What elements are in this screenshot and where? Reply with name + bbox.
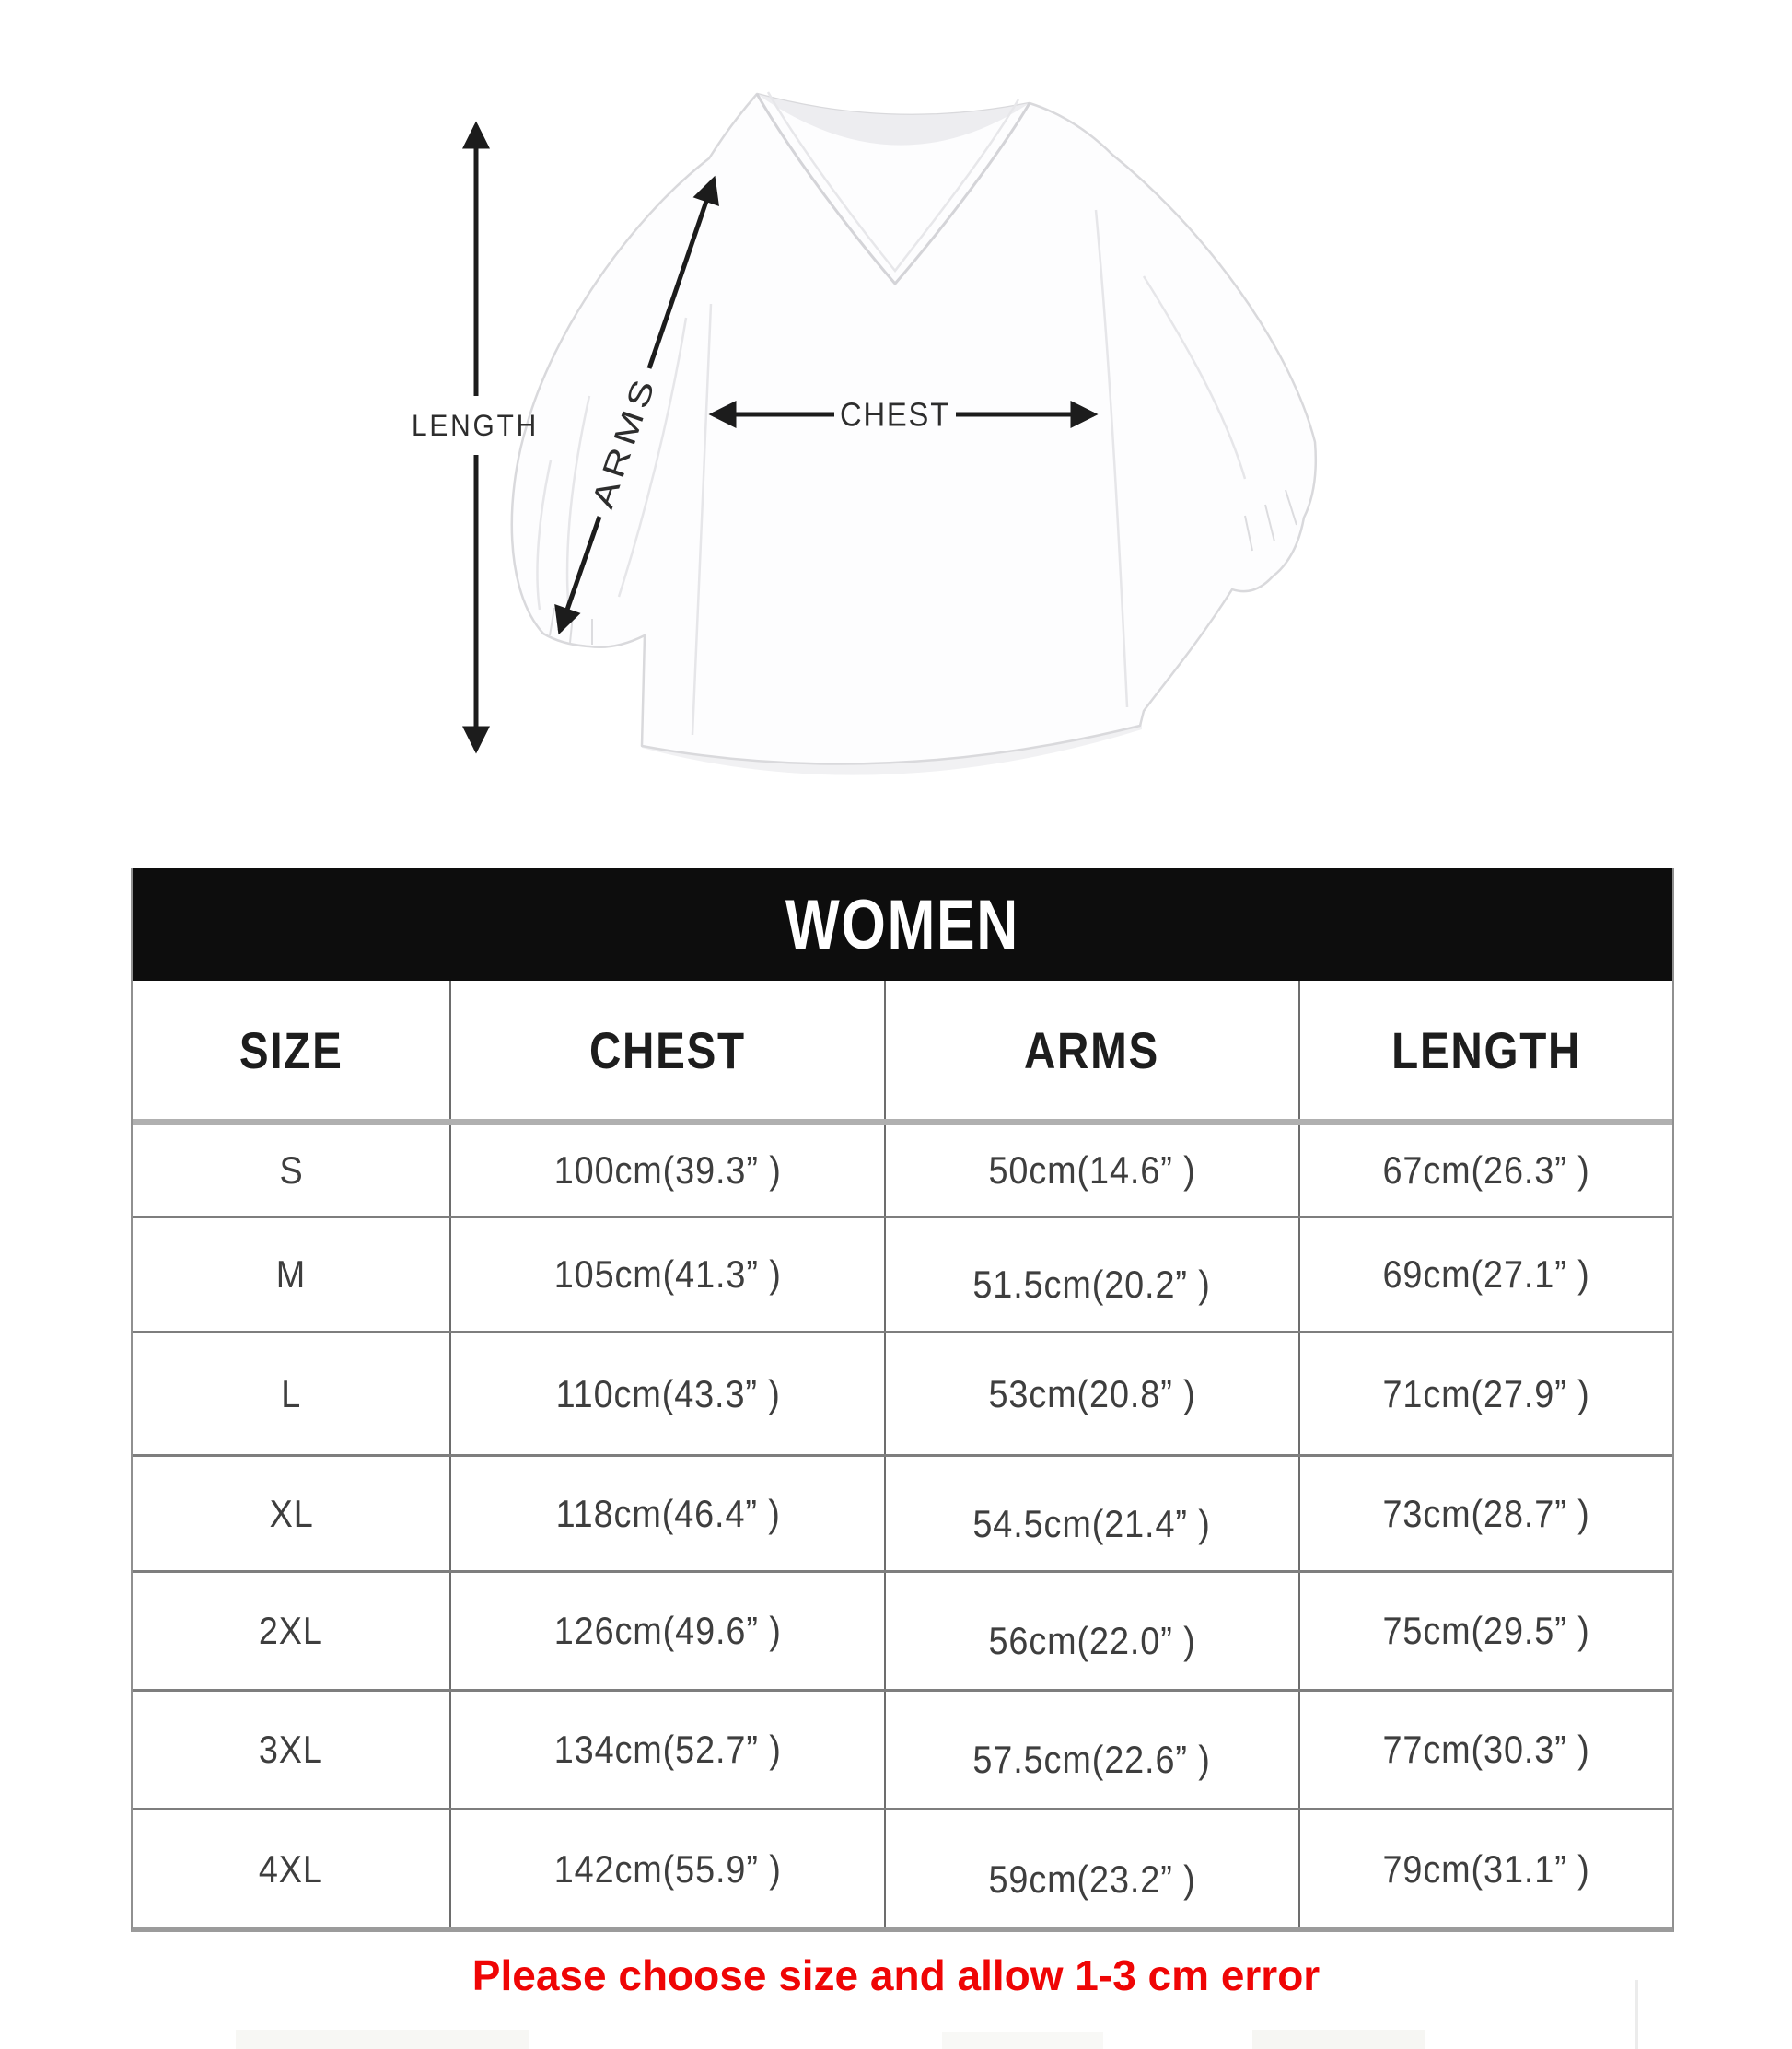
cell-arms: 50cm(14.6” ) bbox=[884, 1125, 1298, 1216]
cell-chest: 118cm(46.4” ) bbox=[449, 1457, 884, 1570]
cell-arms: 57.5cm(22.6” ) bbox=[884, 1692, 1298, 1808]
cell-arms: 54.5cm(21.4” ) bbox=[884, 1457, 1298, 1570]
cell-chest: 142cm(55.9” ) bbox=[449, 1810, 884, 1927]
cell-size: 4XL bbox=[259, 1846, 324, 1891]
table-row bbox=[133, 1573, 1672, 1692]
next-image-peek bbox=[1252, 2030, 1425, 2049]
table-row bbox=[133, 1457, 1672, 1573]
cell-size: XL bbox=[269, 1491, 314, 1535]
cell-length: 73cm(28.7” ) bbox=[1298, 1457, 1672, 1570]
cell-arms: 59cm(23.2” ) bbox=[884, 1810, 1298, 1927]
chest-label: CHEST bbox=[840, 395, 950, 434]
cell-size: 2XL bbox=[259, 1609, 324, 1652]
table-row bbox=[133, 1218, 1672, 1333]
cell-chest: 100cm(39.3” ) bbox=[449, 1125, 884, 1216]
table-row bbox=[133, 1125, 1672, 1218]
cell-chest: 126cm(49.6” ) bbox=[449, 1573, 884, 1689]
cell-length: 69cm(27.1” ) bbox=[1298, 1218, 1672, 1331]
col-header-size: SIZE bbox=[239, 1020, 343, 1079]
col-header-arms: ARMS bbox=[884, 981, 1298, 1119]
cell-chest: 105cm(41.3” ) bbox=[449, 1218, 884, 1331]
col-header-chest: CHEST bbox=[449, 981, 884, 1119]
table-header-row bbox=[133, 981, 1672, 1125]
size-table bbox=[131, 868, 1674, 1932]
cell-size: M bbox=[276, 1252, 307, 1296]
next-image-peek bbox=[942, 2032, 1103, 2049]
cell-length: 71cm(27.9” ) bbox=[1298, 1333, 1672, 1454]
cell-length: 67cm(26.3” ) bbox=[1298, 1125, 1672, 1216]
cell-arms: 53cm(20.8” ) bbox=[884, 1333, 1298, 1454]
cell-size: L bbox=[281, 1371, 302, 1415]
cell-size: S bbox=[279, 1148, 304, 1192]
table-row bbox=[133, 1333, 1672, 1457]
cell-length: 75cm(29.5” ) bbox=[1298, 1573, 1672, 1689]
table-title-bar bbox=[133, 868, 1672, 981]
blouse-diagram-svg bbox=[0, 0, 1792, 847]
table-row bbox=[133, 1692, 1672, 1810]
size-note: Please choose size and allow 1-3 cm error bbox=[471, 1951, 1321, 1999]
cell-arms: 56cm(22.0” ) bbox=[884, 1573, 1298, 1689]
cell-length: 79cm(31.1” ) bbox=[1298, 1810, 1672, 1927]
cell-chest: 110cm(43.3” ) bbox=[449, 1333, 884, 1454]
next-image-peek bbox=[236, 2030, 529, 2049]
cell-arms: 51.5cm(20.2” ) bbox=[884, 1218, 1298, 1331]
cell-size: 3XL bbox=[259, 1728, 324, 1771]
cell-chest: 134cm(52.7” ) bbox=[449, 1692, 884, 1808]
garment-measurement-diagram bbox=[0, 0, 1792, 847]
cell-length: 77cm(30.3” ) bbox=[1298, 1692, 1672, 1808]
length-label: LENGTH bbox=[412, 409, 539, 442]
table-row bbox=[133, 1810, 1672, 1927]
next-image-peek bbox=[1635, 1980, 1638, 2049]
arms-label: ARMS bbox=[585, 402, 653, 514]
col-header-length: LENGTH bbox=[1298, 981, 1672, 1119]
table-title: WOMEN bbox=[785, 885, 1019, 964]
